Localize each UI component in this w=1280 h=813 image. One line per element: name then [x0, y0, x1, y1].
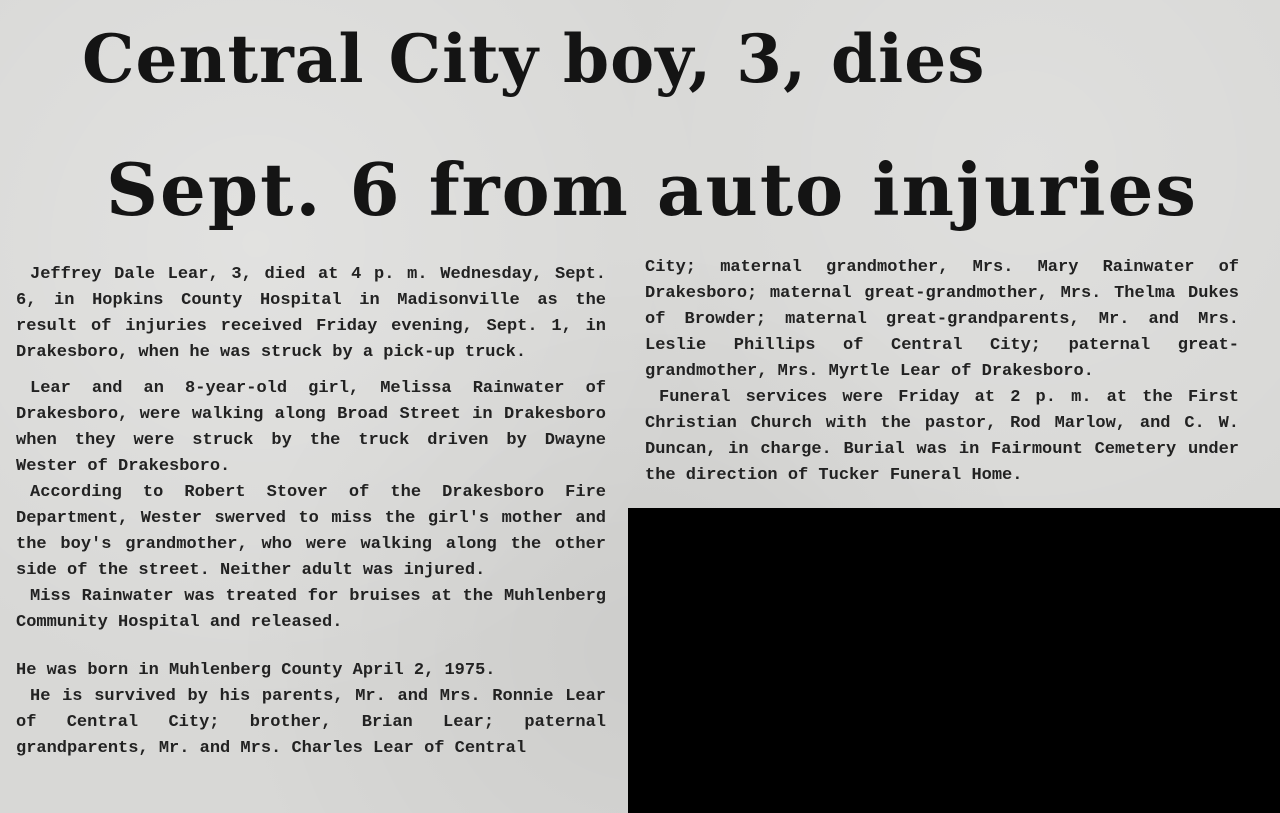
- paragraph-funeral: Funeral services were Friday at 2 p. m. at the First Christian Church with the pastor, Rod Marlow, and C. W. Duncan, in charge. Burial was in Fairmount Cemetery under the direction of Tucker Funeral Home.: [645, 388, 1239, 485]
- paragraph-survivors-continued: City; maternal grandmother, Mrs. Mary Rainwater of Drakesboro; maternal great-grandmother, Mrs. Thelma Dukes of Browder; maternal great-grandparents, Mr. and Mrs. Leslie Phillips of Central City; paternal great-grandmother, Mrs. Myrtle Lear of Drakesboro.: [645, 258, 1239, 381]
- paragraph-victims: Lear and an 8-year-old girl, Melissa Rainwater of Drakesboro, were walking along Broad Street in Drakesboro when they were struck by the truck driven by Dwayne Wester of Drakesboro.: [16, 379, 606, 476]
- paragraph-birth: He was born in Muhlenberg County April 2, 1975.: [16, 661, 496, 680]
- paragraph-fire-department: According to Robert Stover of the Drakesboro Fire Department, Wester swerved to miss the girl's mother and the boy's grandmother, who were walking along the other side of the street. Neither adult was injured.: [16, 483, 606, 580]
- paragraph-survivors: He is survived by his parents, Mr. and Mrs. Ronnie Lear of Central City; brother, Brian Lear; paternal grandparents, Mr. and Mrs. Charles Lear of Central: [16, 687, 606, 758]
- paragraph-accident: Jeffrey Dale Lear, 3, died at 4 p. m. Wednesday, Sept. 6, in Hopkins County Hospital in Madisonville as the result of injuries received Friday evening, Sept. 1, in Drakesboro, when he was struck by a pick-up truck.: [16, 265, 606, 362]
- left-column: [16, 262, 606, 762]
- paragraph-treatment: Miss Rainwater was treated for bruises at the Muhlenberg Community Hospital and released.: [16, 587, 606, 632]
- right-column: [645, 255, 1239, 489]
- redacted-area: [628, 508, 1280, 813]
- headline-line-1: Central City boy, 3, dies: [82, 20, 986, 98]
- headline-line-2: Sept. 6 from auto injuries: [106, 147, 1198, 232]
